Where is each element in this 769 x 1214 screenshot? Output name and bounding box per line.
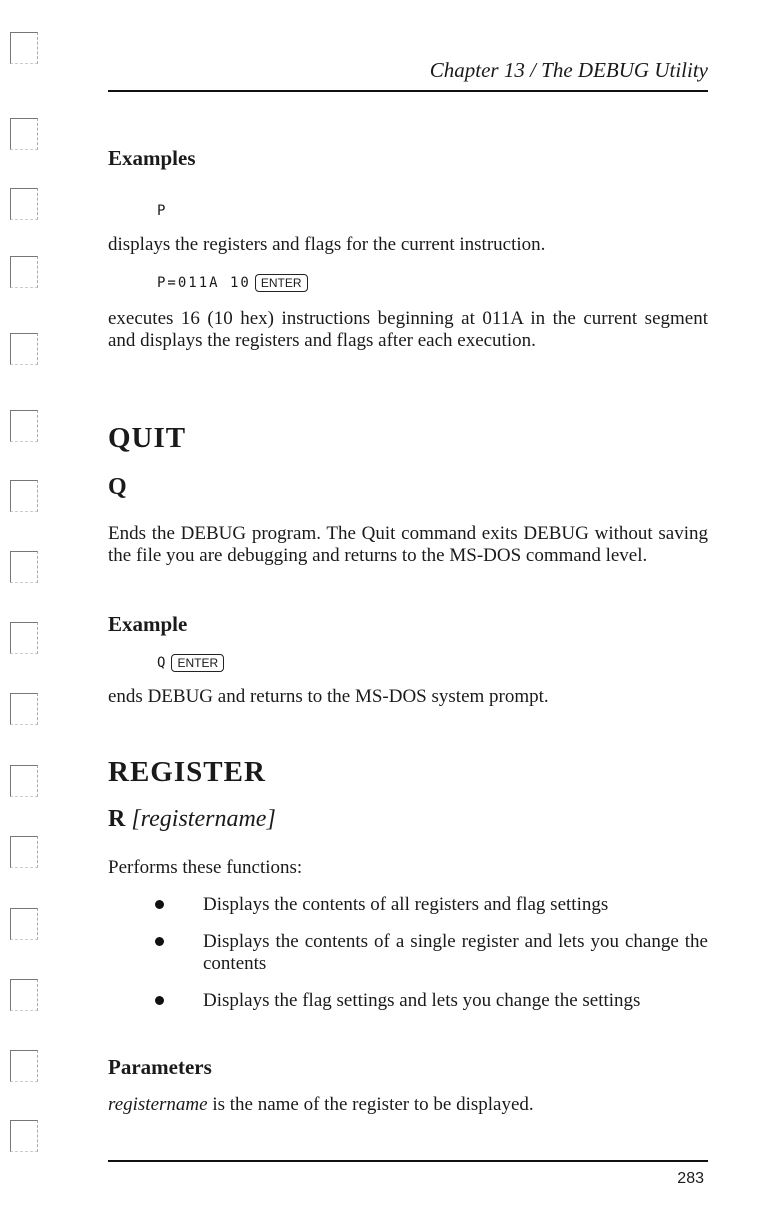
running-head: Chapter 13 / The DEBUG Utility <box>429 58 708 82</box>
bullet-icon <box>155 900 164 909</box>
examples-heading: Examples <box>108 146 196 170</box>
binder-mark <box>10 410 38 442</box>
parameters-heading: Parameters <box>108 1055 212 1079</box>
binder-mark <box>10 1120 38 1152</box>
binder-mark <box>10 118 38 150</box>
register-heading: REGISTER <box>108 756 266 788</box>
enter-key-icon: ENTER <box>255 274 308 292</box>
parameter-name: registername <box>108 1094 208 1115</box>
register-command: R <box>108 806 126 832</box>
binder-mark <box>10 908 38 940</box>
binder-mark <box>10 256 38 288</box>
quit-example-code <box>157 654 224 672</box>
binder-mark <box>10 551 38 583</box>
example-description-2: executes 16 (10 hex) instructions beginning at 011A in the current segment and displays the registers and flags after each execution. <box>108 308 708 351</box>
bullet-item: Displays the flag settings and lets you change the settings <box>203 990 641 1011</box>
example-code-p: P <box>157 203 168 219</box>
quit-heading: QUIT <box>108 422 187 454</box>
binder-mark <box>10 622 38 654</box>
bullet-item: Displays the contents of a single register and lets you change the contents <box>203 931 708 974</box>
binder-mark <box>10 32 38 64</box>
binder-mark <box>10 333 38 365</box>
bullet-item: Displays the contents of all registers and flag settings <box>203 894 609 915</box>
code-text: Q <box>157 655 168 671</box>
binder-mark <box>10 480 38 512</box>
parameter-text: is the name of the register to be displayed. <box>207 1094 534 1115</box>
binder-mark <box>10 188 38 220</box>
quit-example-description: ends DEBUG and returns to the MS-DOS system prompt. <box>108 686 549 707</box>
code-text: P=011A 10 <box>157 275 251 291</box>
page-number: 283 <box>677 1170 704 1187</box>
register-syntax <box>108 806 276 833</box>
quit-syntax: Q <box>108 474 127 500</box>
binder-mark <box>10 693 38 725</box>
bullet-icon <box>155 937 164 946</box>
footer-rule <box>108 1160 708 1162</box>
example-description-1: displays the registers and flags for the current instruction. <box>108 234 546 255</box>
binder-mark <box>10 1050 38 1082</box>
header-rule <box>108 90 708 92</box>
register-syntax-param: [registername] <box>131 806 276 832</box>
example-code-p-address <box>157 274 308 292</box>
enter-key-icon: ENTER <box>171 654 224 672</box>
binder-mark <box>10 836 38 868</box>
binder-mark <box>10 979 38 1011</box>
binder-mark <box>10 765 38 797</box>
quit-example-heading: Example <box>108 612 188 636</box>
quit-description: Ends the DEBUG program. The Quit command exits DEBUG without saving the file you are debugging and returns to the MS-DOS command level. <box>108 523 708 566</box>
register-intro: Performs these functions: <box>108 857 303 878</box>
parameter-description <box>108 1094 708 1116</box>
bullet-icon <box>155 996 164 1005</box>
